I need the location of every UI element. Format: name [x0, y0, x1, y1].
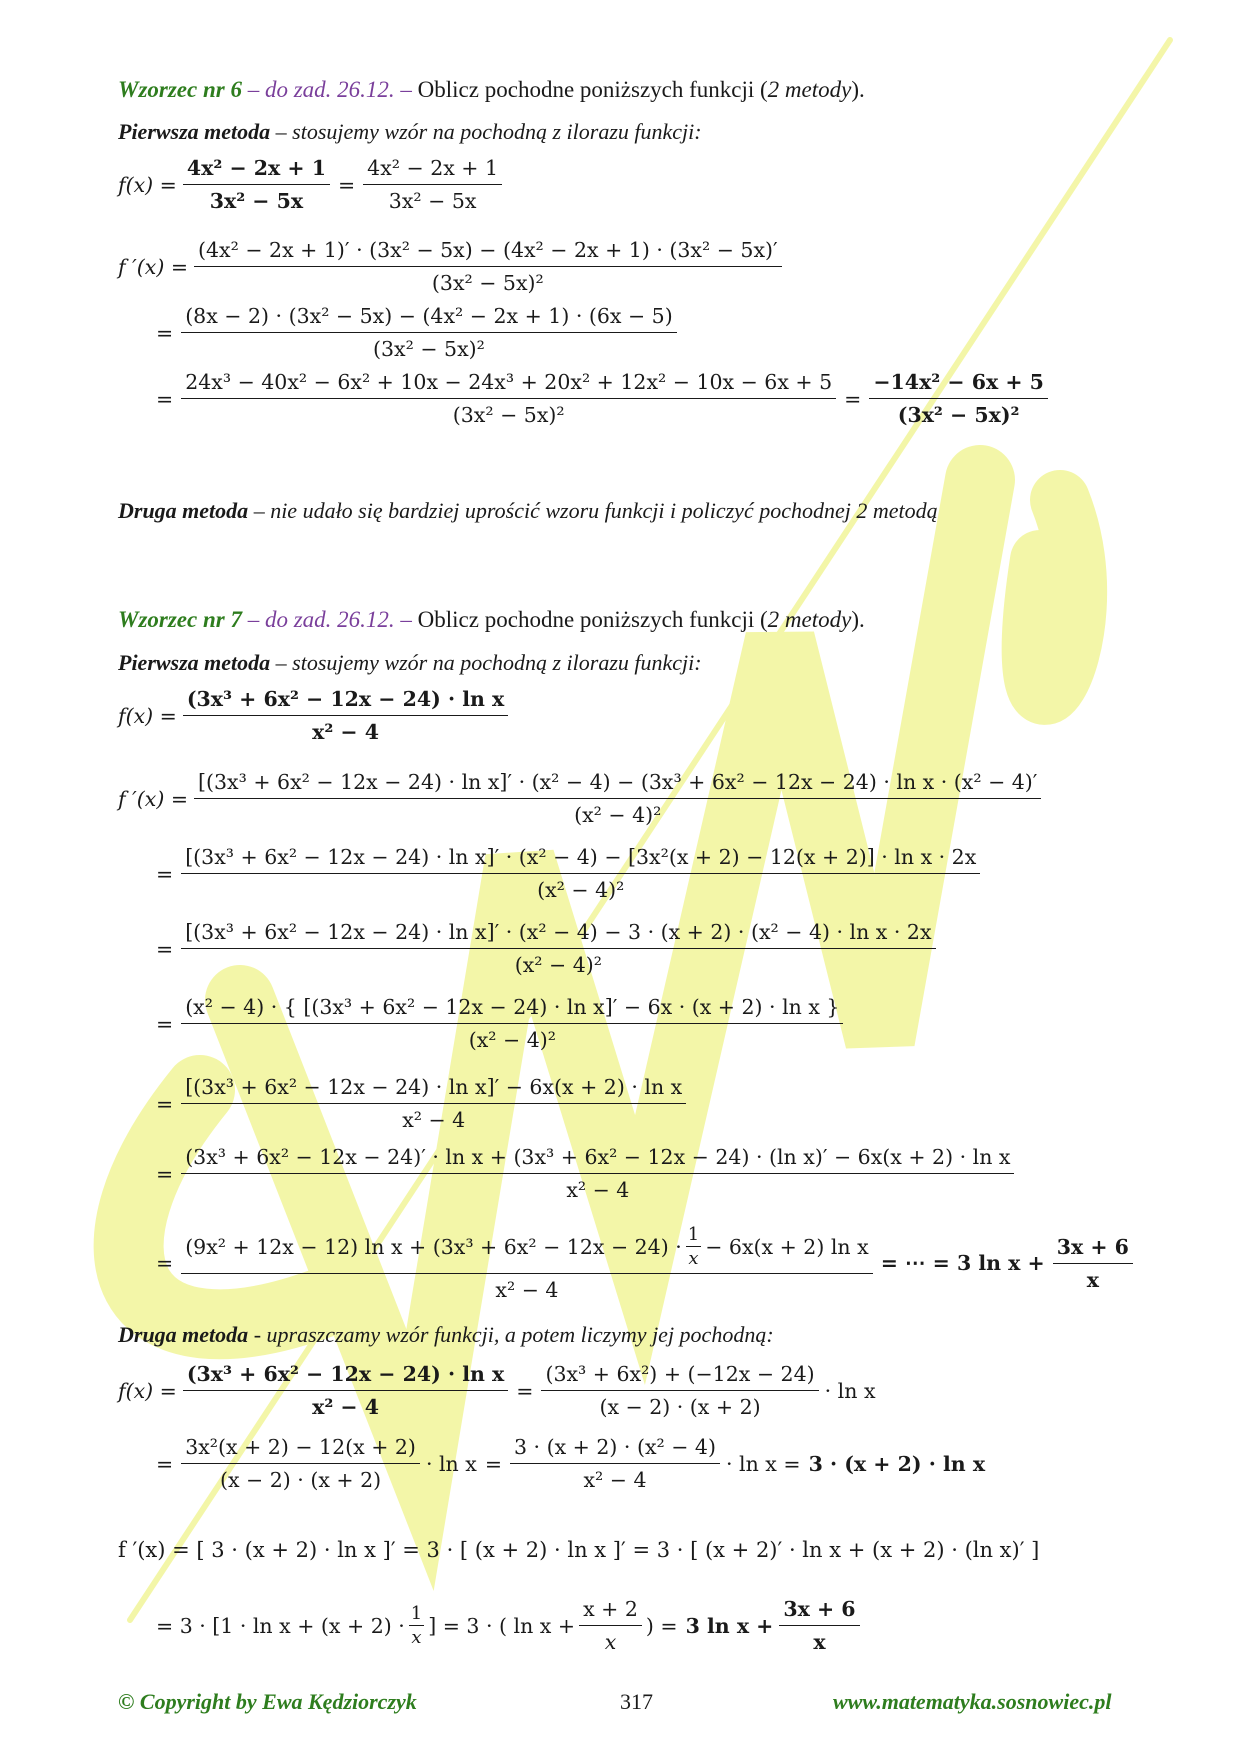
method1-heading-6	[118, 119, 702, 145]
p6-derivative-step3: = $\frac{\text{24x³ − 40x² − 6x² + 10x − 24x³ + 20x² + 12x² − 10x − 6x + 5}}{\text{(3x² − 5x)²}}$ = $\frac{\text{−14x² − 6x + 5}}{\text{(3x² − 5x)²}}$	[174, 370, 1048, 427]
fraction	[579, 1597, 642, 1654]
ln-factor: · ln x =	[725, 1451, 801, 1476]
method-text: - upraszczamy wzór funkcji, a potem liczymy jej pochodną:	[248, 1322, 774, 1347]
denominator: x	[813, 1630, 826, 1654]
eq-label: f(x) =	[118, 703, 177, 728]
chain-result: = ⋯ = 3 ln x +	[880, 1251, 1045, 1275]
denominator: x² − 4	[312, 720, 380, 744]
inline-fraction	[409, 1603, 424, 1648]
denominator: x	[1086, 1267, 1099, 1292]
task-methods: 2 metody	[767, 607, 852, 632]
fraction	[194, 770, 1041, 827]
fraction	[541, 1362, 818, 1419]
numerator: 4x² − 2x + 1	[183, 156, 330, 185]
denominator: (3x² − 5x)²	[897, 403, 1020, 427]
method-text: – nie udało się bardziej uprościć wzoru funkcji i policzyć pochodnej 2 metodą	[248, 498, 938, 523]
denominator: (3x² − 5x)²	[452, 403, 565, 427]
pattern-ref: – do zad. 26.12. –	[247, 607, 412, 632]
numerator-part: − 6x(x + 2) ln x	[705, 1234, 869, 1259]
p7-m2-final	[156, 1597, 860, 1654]
denominator: 3x² − 5x	[209, 189, 304, 213]
denominator: (3x² − 5x)²	[373, 337, 485, 361]
fraction	[183, 156, 330, 213]
p6-derivative-step2: = $\frac{\text{(8x − 2) · (3x² − 5x) − (4x² − 2x + 1) · (6x − 5)}}{\text{(3x² − 5x)²}}$	[174, 304, 677, 361]
denominator: x² − 4	[312, 1395, 380, 1419]
fraction	[510, 1435, 720, 1492]
numerator: 24x³ − 40x² − 6x² + 10x − 24x³ + 20x² + 12x² − 10x − 6x + 5	[181, 370, 836, 399]
fraction	[181, 1075, 686, 1132]
denominator: x	[604, 1630, 617, 1654]
pattern-label: Wzorzec nr 6	[118, 77, 242, 102]
denominator: x² − 4	[495, 1278, 559, 1302]
method-text: – stosujemy wzór na pochodną z ilorazu funkcji:	[270, 650, 702, 675]
task-end: ).	[851, 607, 865, 632]
p7-derivative-step3: = [(3x³ + 6x² − 12x − 24) · ln x]′ · (x² − 4) − 3 · (x + 2) · (x² − 4) · ln x · 2x (x² − 4)²	[174, 920, 936, 977]
method2-heading-6	[118, 498, 938, 524]
pattern-label: Wzorzec nr 7	[118, 607, 242, 632]
p6-f-definition: f(x) = $\frac{\text{4x² − 2x + 1}}{\text{3x² − 5x}}$ = $\frac{\text{4x² − 2x + 1}}{\text{3x² − 5x}}$	[118, 156, 502, 213]
fraction	[181, 1145, 1014, 1202]
ln-factor: · ln x	[425, 1451, 477, 1476]
expression-part: = 3 · [1 · ln x + (x + 2) ·	[156, 1613, 405, 1638]
method-text: – stosujemy wzór na pochodną z ilorazu funkcji:	[270, 119, 702, 144]
fraction	[194, 238, 782, 295]
p7-m2-f: f(x) = $\frac{\text{(3x³ + 6x² − 12x − 24) · ln x}}{\text{x² − 4}}$ = $\frac{\text{(3x³ + 6x²) + (−12x − 24)}}{(x - 2) \cdot (x + 2)}$ · ln x	[118, 1362, 876, 1419]
numerator: 3x²(x + 2) − 12(x + 2)	[181, 1435, 420, 1464]
expression-part: ) =	[645, 1613, 678, 1638]
simplified-result: 3 · (x + 2) · ln x	[808, 1451, 986, 1476]
pattern6-heading	[118, 75, 865, 105]
eq-label: f ′(x) =	[118, 254, 189, 279]
numerator: 1	[687, 1224, 700, 1245]
denominator: (x² − 4)²	[468, 1028, 556, 1052]
denominator: (x² − 4)²	[574, 803, 662, 827]
page-number: 317	[620, 1689, 653, 1714]
numerator: [(3x³ + 6x² − 12x − 24) · ln x]′ · (x² − 4) − [3x²(x + 2) − 12(x + 2)] · ln x · 2x	[181, 845, 980, 874]
numerator: (8x − 2) · (3x² − 5x) − (4x² − 2x + 1) · (6x − 5)	[181, 304, 677, 333]
final-result: 3 ln x +	[685, 1613, 774, 1638]
eq-label: f(x) =	[118, 172, 177, 197]
p7-derivative-step7: = (9x² + 12x − 12) ln x + (3x³ + 6x² − 12x − 24) · $\frac{1}{x}$ − 6x(x + 2) ln x x² − 4 = ⋯ = 3 ln x + $\frac{3x + 6}{x}$	[174, 1224, 1133, 1302]
p7-m2-simplify: = $\frac{\text{3x²(x + 2) − 12(x + 2)}}{(x - 2) \cdot (x + 2)}$ · ln x = $\frac{\text{3 · (x + 2) · (x² − 4)}}{\text{x² − 4}}$ · ln x = 3 · (x + 2) · ln x	[156, 1435, 986, 1492]
task-end: ).	[851, 77, 865, 102]
numerator: (x² − 4) · { [(3x³ + 6x² − 12x − 24) · ln x]′ − 6x · (x + 2) · ln x }	[181, 995, 843, 1024]
p7-derivative-step5: = $\frac{\text{[(3x³ + 6x² − 12x − 24) · ln x]′ − 6x(x + 2) · ln x}}{\text{x² − 4}}$	[174, 1075, 686, 1132]
numerator: (4x² − 2x + 1)′ · (3x² − 5x) − (4x² − 2x + 1) · (3x² − 5x)′	[194, 238, 782, 267]
numerator: −14x² − 6x + 5	[869, 370, 1048, 399]
method-title: Pierwsza metoda	[118, 650, 271, 675]
pattern7-heading	[118, 605, 865, 635]
denominator: (x − 2) · (x + 2)	[599, 1395, 761, 1419]
numerator: (3x³ + 6x² − 12x − 24)′ · ln x + (3x³ + 6x² − 12x − 24) · (ln x)′ − 6x(x + 2) · ln x	[181, 1145, 1014, 1174]
fraction	[181, 370, 836, 427]
fraction	[181, 1435, 420, 1492]
p7-m2-derivative	[118, 1538, 1039, 1562]
task-text: Oblicz pochodne poniższych funkcji (	[417, 607, 768, 632]
fraction	[183, 1362, 508, 1419]
fraction	[181, 845, 980, 902]
numerator: 1	[410, 1603, 423, 1624]
task-methods: 2 metody	[767, 77, 852, 102]
method-title: Druga metoda	[118, 1322, 249, 1347]
p6-derivative-step1	[118, 238, 782, 295]
numerator: (3x³ + 6x²) + (−12x − 24)	[541, 1362, 818, 1391]
inline-fraction	[686, 1224, 701, 1269]
method2-heading-7	[118, 1322, 774, 1348]
denominator: x	[688, 1248, 699, 1269]
method1-heading-7	[118, 650, 702, 676]
numerator: 3x + 6	[779, 1597, 859, 1626]
numerator: (3x³ + 6x² − 12x − 24) · ln x	[183, 687, 508, 716]
numerator: [(3x³ + 6x² − 12x − 24) · ln x]′ · (x² − 4) − 3 · (x + 2) · (x² − 4) · ln x · 2x	[181, 920, 935, 949]
eq-label: f ′(x) =	[118, 786, 189, 811]
pattern-ref: – do zad. 26.12. –	[247, 77, 412, 102]
numerator: 3 · (x + 2) · (x² − 4)	[510, 1435, 720, 1464]
numerator: [(3x³ + 6x² − 12x − 24) · ln x]′ · (x² − 4) − (3x³ + 6x² − 12x − 24) · ln x · (x² − 4)′	[194, 770, 1041, 799]
result-fraction	[869, 370, 1048, 427]
footer-copyright: © Copyright by Ewa Kędziorczyk	[118, 1689, 417, 1714]
numerator: 4x² − 2x + 1	[363, 156, 502, 185]
numerator: x + 2	[579, 1597, 642, 1626]
denominator: (3x² − 5x)²	[431, 271, 544, 295]
p7-derivative-step6: = (3x³ + 6x² − 12x − 24)′ · ln x + (3x³ + 6x² − 12x − 24) · (ln x)′ − 6x(x + 2) · ln x x² − 4	[174, 1145, 1014, 1202]
result-fraction	[779, 1597, 859, 1654]
numerator: [(3x³ + 6x² − 12x − 24) · ln x]′ − 6x(x + 2) · ln x	[181, 1075, 686, 1104]
derivative-expression: f ′(x) = [ 3 · (x + 2) · ln x ]′ = 3 · [ (x + 2) · ln x ]′ = 3 · [ (x + 2)′ · ln x + (x + 2) · (ln x)′ ]	[118, 1538, 1040, 1562]
numerator-part: (9x² + 12x − 12) ln x + (3x³ + 6x² − 12x − 24) ·	[185, 1234, 682, 1259]
expression-part: ] = 3 · ( ln x +	[428, 1613, 576, 1638]
p7-derivative-step2: = [(3x³ + 6x² − 12x − 24) · ln x]′ · (x² − 4) − [3x²(x + 2) − 12(x + 2)] · ln x · 2x (x² − 4)²	[174, 845, 980, 902]
p7-derivative-step1	[118, 770, 1041, 827]
fraction	[183, 687, 508, 744]
p7-f-definition	[118, 687, 508, 744]
fraction	[181, 920, 935, 977]
numerator: 3x + 6	[1053, 1235, 1133, 1264]
denominator: x² − 4	[402, 1108, 466, 1132]
numerator	[181, 1224, 873, 1274]
task-text: Oblicz pochodne poniższych funkcji (	[417, 77, 768, 102]
result-fraction	[1053, 1235, 1133, 1292]
method-title: Pierwsza metoda	[118, 119, 271, 144]
denominator: (x − 2) · (x + 2)	[219, 1468, 382, 1492]
fraction	[363, 156, 502, 213]
denominator: x	[411, 1627, 422, 1648]
method-title: Druga metoda	[118, 498, 249, 523]
footer-website[interactable]: www.matematyka.sosnowiec.pl	[833, 1689, 1112, 1714]
fraction	[181, 304, 677, 361]
fraction	[181, 1224, 873, 1302]
p7-derivative-step4: = (x² − 4) · { [(3x³ + 6x² − 12x − 24) · ln x]′ − 6x · (x + 2) · ln x } (x² − 4)²	[174, 995, 843, 1052]
denominator: (x² − 4)²	[537, 878, 625, 902]
denominator: 3x² − 5x	[388, 189, 477, 213]
denominator: (x² − 4)²	[514, 953, 602, 977]
numerator: (3x³ + 6x² − 12x − 24) · ln x	[183, 1362, 508, 1391]
denominator: x² − 4	[566, 1178, 630, 1202]
ln-factor: · ln x	[824, 1378, 876, 1403]
denominator: x² − 4	[583, 1468, 647, 1492]
eq-label: f(x) =	[118, 1378, 177, 1403]
fraction	[181, 995, 843, 1052]
